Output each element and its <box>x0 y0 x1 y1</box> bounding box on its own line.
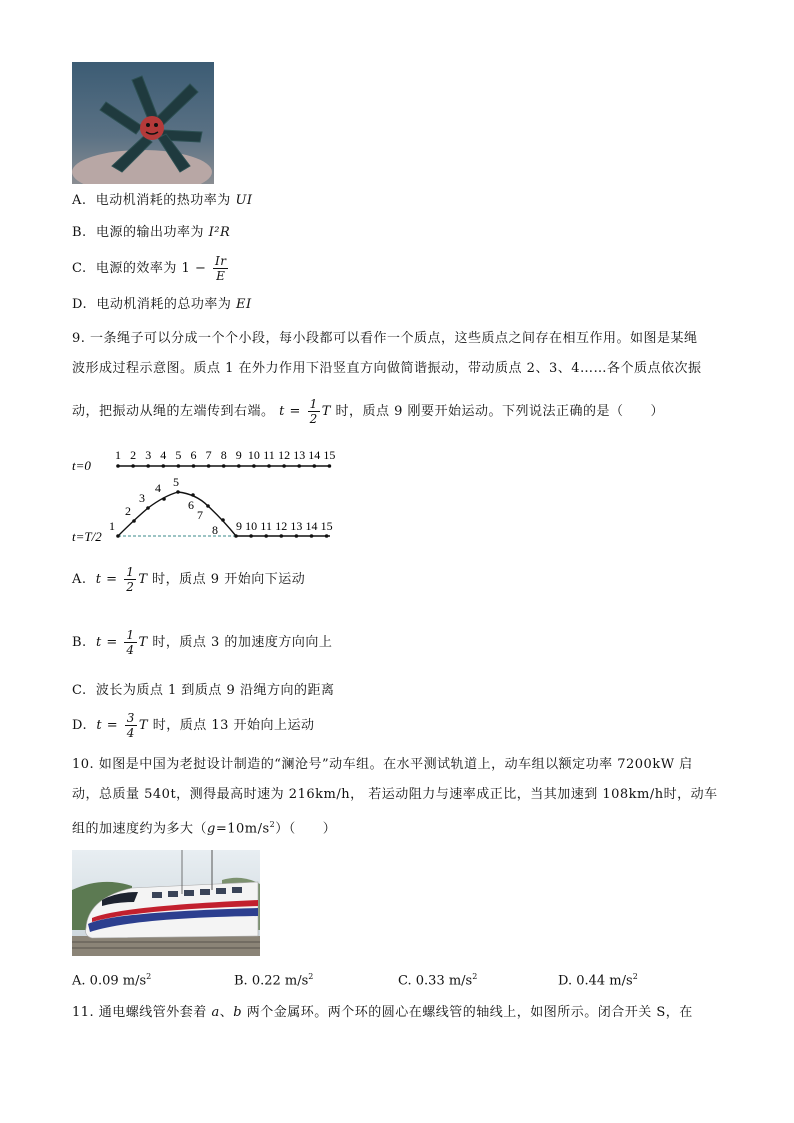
q8-option-c <box>72 252 230 286</box>
fraction <box>125 711 137 740</box>
rope-point-label-tail: 15 <box>320 519 333 533</box>
rope-point-label-t0: 11 <box>263 448 275 462</box>
row2-label: t=T/2 <box>72 529 102 544</box>
fraction-numerator: 1 <box>309 397 318 411</box>
fraction <box>124 628 136 657</box>
q9-option-c <box>72 682 334 700</box>
q9-option-b: B. t = $\frac{1}{4}$ T 时，质点 3 的加速度方向向上 <box>72 628 333 657</box>
fraction-denominator: 2 <box>309 412 318 426</box>
ring-a-var: a <box>211 1005 220 1020</box>
rope-point-label-tail: 9 <box>236 519 242 533</box>
stem-text: =10m/s <box>215 821 270 837</box>
row2-numbers <box>109 475 333 537</box>
rope-point-label-wave: 5 <box>173 475 179 489</box>
rope-point-t0 <box>116 464 120 468</box>
rope-point-label-t0: 13 <box>293 448 306 462</box>
option-value: 0.22 m/s <box>251 973 309 989</box>
superscript: 2 <box>632 972 638 981</box>
fraction <box>213 254 228 283</box>
row1-points <box>116 464 331 468</box>
motor-toy-photo <box>72 62 214 184</box>
option-text: 电动机消耗的热功率为 <box>95 193 231 208</box>
rope-point-wave <box>176 490 180 494</box>
option-text: 电源的效率为 <box>95 261 177 276</box>
q10-option-a <box>72 972 151 988</box>
option-label: C. <box>72 683 87 698</box>
superscript: 2 <box>308 972 314 981</box>
option-label: A. <box>72 193 87 208</box>
rope-point-t0 <box>313 464 317 468</box>
option-text: 时，质点 13 开始向上运动 <box>152 718 315 733</box>
stem-text: 动，把振动从绳的左端传到右端。 <box>72 404 275 419</box>
time-var: t <box>279 404 285 419</box>
rope-point-t0 <box>207 464 211 468</box>
train-photo <box>72 850 260 956</box>
ring-b-var: b <box>233 1005 243 1020</box>
option-label: A. <box>72 572 87 587</box>
rope-point-wave <box>132 519 136 523</box>
superscript: 2 <box>269 820 276 829</box>
rope-point-label-tail: 10 <box>245 519 258 533</box>
rope-point-tail <box>264 534 268 538</box>
option-label: B. <box>234 973 248 989</box>
option-text: 波长为质点 1 到质点 9 沿绳方向的距离 <box>95 683 335 698</box>
rope-point-t0 <box>222 464 226 468</box>
q9-option-d: D. t = $\frac{3}{4}$ T 时，质点 13 开始向上运动 <box>72 711 315 740</box>
rope-point-t0 <box>146 464 150 468</box>
rope-point-label-t0: 7 <box>205 448 212 462</box>
rope-point-tail <box>295 534 299 538</box>
rope-point-label-wave: 4 <box>155 481 161 495</box>
option-var: UI <box>235 193 253 208</box>
q10-option-d <box>558 972 638 988</box>
rope-point-label-wave: 2 <box>125 504 131 518</box>
rope-point-label-t0: 2 <box>130 448 137 462</box>
option-label: A. <box>72 973 86 989</box>
rope-point-tail <box>249 534 253 538</box>
row1-label: t=0 <box>72 458 91 473</box>
q8-option-d <box>72 296 252 314</box>
q8-option-a <box>72 192 253 210</box>
period-var: T <box>138 572 148 587</box>
toy-robot-illustration <box>72 62 214 184</box>
rope-point-label-wave: 7 <box>197 508 203 522</box>
rope-point-label-tail: 11 <box>260 519 272 533</box>
rope-point-t0 <box>328 464 332 468</box>
q9-option-a: A. t = $\frac{1}{2}$ T 时，质点 9 开始向下运动 <box>72 565 306 594</box>
rope-point-label-t0: 12 <box>278 448 291 462</box>
rope-point-wave <box>162 497 166 501</box>
rope-point-label-wave: 8 <box>212 523 218 537</box>
option-label: B. <box>72 635 87 650</box>
rope-point-tail <box>325 534 329 538</box>
rope-point-wave <box>116 534 120 538</box>
superscript: 2 <box>146 972 152 981</box>
q9-stem-line3: 动，把振动从绳的左端传到右端。 t = $\frac{1}{2}$ T 时，质点 9 刚要开始运动。下列说法正确的是（ ） <box>72 397 665 426</box>
option-var: I²R <box>208 225 231 240</box>
option-label: D. <box>72 297 88 312</box>
fraction-denominator: 4 <box>126 643 135 657</box>
rope-point-label-tail: 13 <box>290 519 303 533</box>
gravity-var: g <box>207 821 216 837</box>
q9-stem-line2: 波形成过程示意图。质点 1 在外力作用下沿竖直方向做简谐振动，带动质点 2、3、4……各个质点依次振 <box>72 361 702 376</box>
fraction-denominator: 2 <box>126 580 135 594</box>
rope-point-t0 <box>267 464 271 468</box>
train-illustration <box>72 850 260 956</box>
fraction-numerator: 1 <box>126 628 135 642</box>
rope-point-label-t0: 6 <box>190 448 197 462</box>
fraction-denominator: 4 <box>126 726 135 740</box>
rope-point-t0 <box>252 464 256 468</box>
rope-point-label-t0: 1 <box>115 448 121 462</box>
rope-point-label-tail: 14 <box>305 519 318 533</box>
rope-point-t0 <box>131 464 135 468</box>
fraction <box>308 397 320 426</box>
rope-point-label-t0: 15 <box>323 448 336 462</box>
fraction-denominator: E <box>216 269 226 283</box>
option-label: C. <box>72 261 87 276</box>
option-value: 0.44 m/s <box>576 973 633 989</box>
time-var: t <box>96 718 103 733</box>
rope-point-label-wave: 6 <box>188 498 194 512</box>
rope-point-label-t0: 14 <box>308 448 321 462</box>
q10-option-b <box>234 972 313 988</box>
option-label: D. <box>558 973 573 989</box>
q8-option-b <box>72 224 230 242</box>
period-var: T <box>138 718 149 733</box>
superscript: 2 <box>472 972 478 981</box>
q10-option-c <box>398 972 477 988</box>
rope-point-wave <box>206 504 210 508</box>
rope-point-label-t0: 10 <box>247 448 260 462</box>
stem-text: 11. 通电螺线管外套着 <box>72 1005 207 1020</box>
stem-text: 组的加速度约为多大（ <box>72 821 208 837</box>
rope-point-t0 <box>192 464 196 468</box>
rope-point-wave <box>146 506 150 510</box>
rope-point-label-tail: 12 <box>275 519 288 533</box>
option-text: 电源的输出功率为 <box>95 225 204 240</box>
period-var: T <box>321 404 331 419</box>
option-value: 0.09 m/s <box>89 973 147 989</box>
option-label: B. <box>72 225 87 240</box>
rope-wave-figure <box>68 448 338 548</box>
rope-point-t0 <box>282 464 286 468</box>
rope-point-wave <box>221 518 225 522</box>
fraction-numerator: Ir <box>214 254 227 268</box>
q9-stem-line1: 9. 一条绳子可以分成一个个小段，每小段都可以看作一个质点，这些质点之间存在相互作用。如图是某绳 <box>72 331 698 346</box>
rope-point-label-t0: 5 <box>175 448 182 462</box>
fraction-numerator: 3 <box>126 711 135 725</box>
separator: 、 <box>219 1005 234 1020</box>
rope-point-tail <box>280 534 284 538</box>
option-prefix: 1 − <box>181 261 207 276</box>
time-var: t <box>95 635 102 650</box>
rope-point-label-t0: 8 <box>220 448 227 462</box>
rope-point-label-t0: 4 <box>160 448 167 462</box>
q10-stem-line3 <box>72 816 336 838</box>
fraction-numerator: 1 <box>126 565 135 579</box>
option-value: 0.33 m/s <box>415 973 473 989</box>
option-text: 电动机消耗的总功率为 <box>96 297 232 312</box>
stem-text: 时，质点 9 刚要开始运动。下列说法正确的是（ ） <box>335 404 665 419</box>
rope-point-label-t0: 3 <box>145 448 152 462</box>
row1-numbers <box>115 448 335 462</box>
fraction <box>124 565 136 594</box>
option-text: 时，质点 9 开始向下运动 <box>152 572 306 587</box>
rope-point-t0 <box>297 464 301 468</box>
rope-point-t0 <box>162 464 166 468</box>
option-label: C. <box>398 973 412 989</box>
rope-point-label-wave: 3 <box>139 491 145 505</box>
option-label: D. <box>72 718 88 733</box>
q10-stem-line1: 10. 如图是中国为老挝设计制造的“澜沧号”动车组。在水平测试轨道上，动车组以额定功率 7200kW 启 <box>72 757 693 772</box>
rope-point-wave <box>191 493 195 497</box>
wave-curve <box>118 492 236 536</box>
option-var: EI <box>236 297 252 312</box>
rope-point-t0 <box>237 464 241 468</box>
option-text: 时，质点 3 的加速度方向向上 <box>152 635 333 650</box>
rope-point-tail <box>310 534 314 538</box>
rope-point-label-t0: 9 <box>235 448 242 462</box>
q11-stem-line1 <box>72 1004 693 1022</box>
rope-point-label-wave: 1 <box>109 519 115 533</box>
stem-text: ）（ ） <box>275 821 337 837</box>
stem-text: 两个金属环。两个环的圆心在螺线管的轴线上，如图所示。闭合开关 S，在 <box>246 1005 693 1020</box>
rope-point-t0 <box>177 464 181 468</box>
q10-stem-line2: 动，总质量 540t，测得最高时速为 216km/h， 若运动阻力与速率成正比，当其加速到 108km/h时，动车 <box>72 787 718 802</box>
period-var: T <box>138 635 148 650</box>
time-var: t <box>95 572 102 587</box>
rope-point-tail <box>234 534 238 538</box>
